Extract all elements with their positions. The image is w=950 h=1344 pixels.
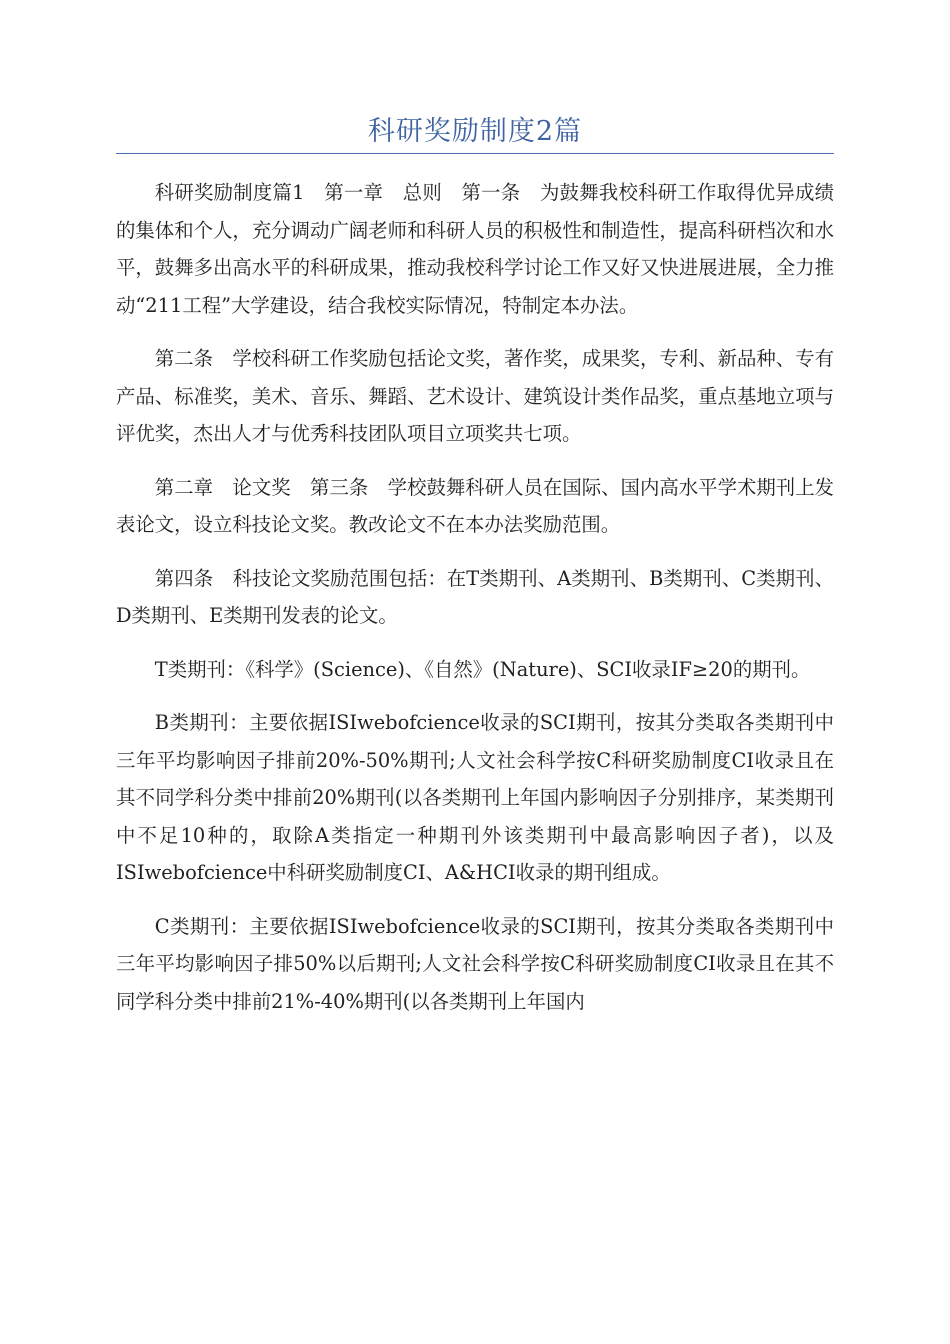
title-underline <box>116 153 834 154</box>
paragraph-1: 科研奖励制度篇1 第一章 总则 第一条 为鼓舞我校科研工作取得优异成绩的集体和个人，充分调动广阔老师和科研人员的积极性和制造性，提高科研档次和水平，鼓舞多出高水平的科研成果，推动我校科学讨论工作又好又快进展进展，全力推动“211工程”大学建设，结合我校实际情况，特制定本办法。 <box>116 181 834 317</box>
paragraph-3: 第二章 论文奖 第三条 学校鼓舞科研人员在国际、国内高水平学术期刊上发表论文，设立科技论文奖。教改论文不在本办法奖励范围。 <box>116 475 834 536</box>
document-body <box>116 174 834 1036</box>
paragraph-2: 第二条 学校科研工作奖励包括论文奖，著作奖，成果奖，专利、新品种、专有产品、标准奖，美术、音乐、舞蹈、艺术设计、建筑设计类作品奖，重点基地立项与评优奖，杰出人才与优秀科技团队项目立项奖共七项。 <box>116 347 834 445</box>
paragraph-7: C类期刊：主要依据ISIwebofcience收录的SCI期刊，按其分类取各类期刊中三年平均影响因子排50%以后期刊;人文社会科学按C科研奖励制度CI收录且在其不同学科分类中排前21%-40%期刊(以各类期刊上年国内 <box>116 914 834 1013</box>
paragraph-4: 第四条 科技论文奖励范围包括：在T类期刊、A类期刊、B类期刊、C类期刊、D类期刊、E类期刊发表的论文。 <box>116 566 834 627</box>
paragraph-6: B类期刊：主要依据ISIwebofcience收录的SCI期刊，按其分类取各类期刊中三年平均影响因子排前20%-50%期刊;人文社会科学按C科研奖励制度CI收录且在其不同学科分类中排前20%期刊(以各类期刊上年国内影响因子分别排序，某类期刊中不足10种的，取除A类指定一种期刊外该类期刊中最高影响因子者)，以及ISIwebofcience中科研奖励制度CI、A&HCI收录的期刊组成。 <box>116 711 834 884</box>
document-title: 科研奖励制度2篇 <box>367 116 583 147</box>
paragraph-5: T类期刊：《科学》(Science)、《自然》(Nature)、SCI收录IF≥20的期刊。 <box>154 657 811 681</box>
